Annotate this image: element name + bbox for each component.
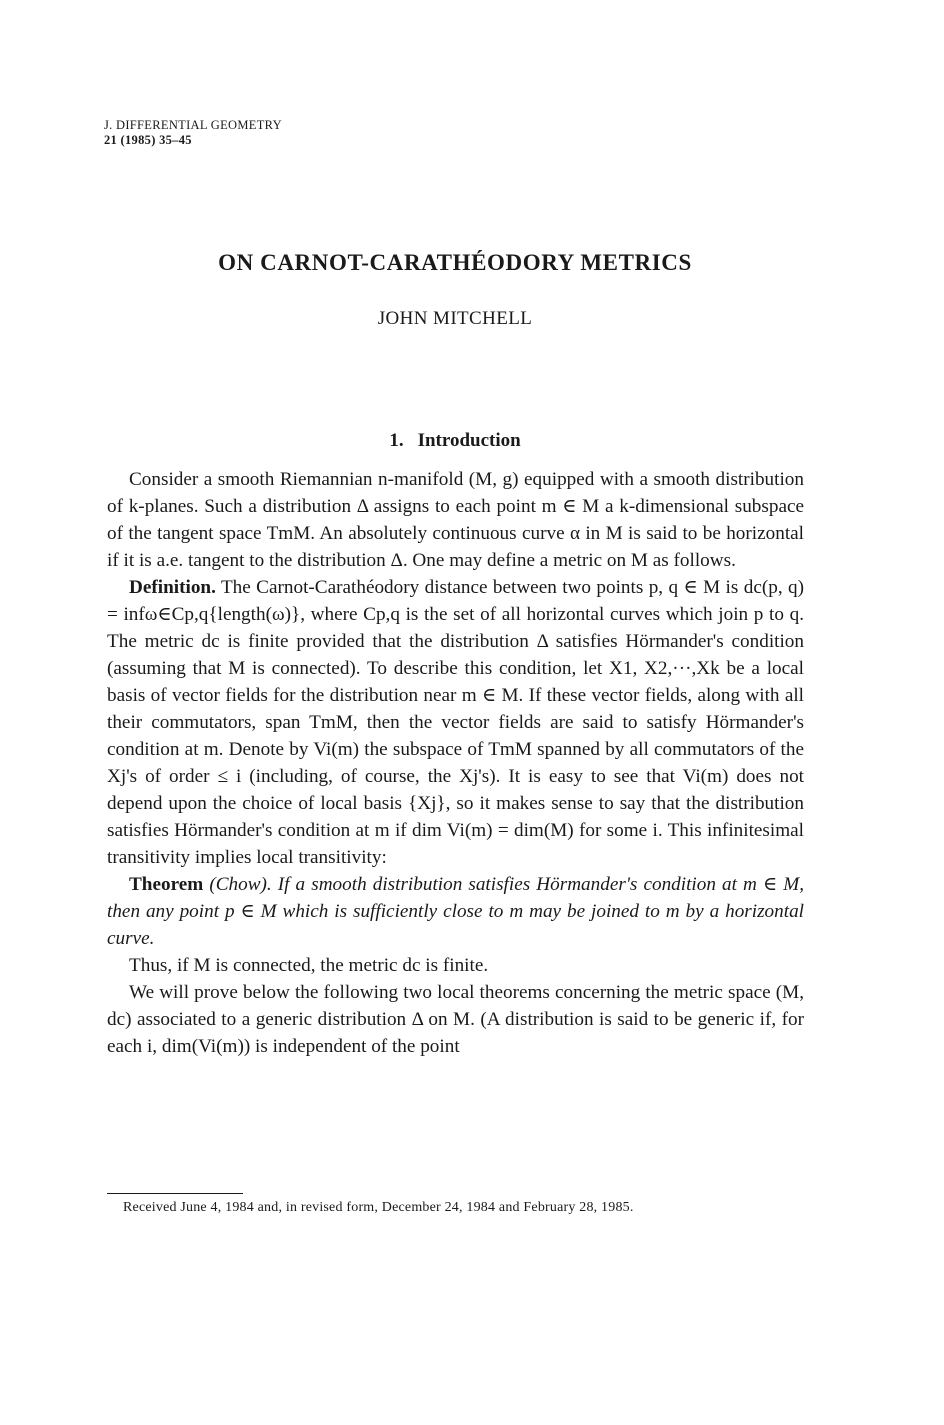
definition-label: Definition. (129, 577, 216, 598)
journal-volume: 21 (1985) 35–45 (104, 133, 192, 147)
journal-header (104, 118, 282, 148)
section-title: Introduction (417, 430, 521, 451)
theorem-name: (Chow). (209, 874, 272, 895)
footnote-rule (107, 1193, 243, 1194)
paragraph-prove: We will prove below the following two local theorems concerning the metric space (M, dc) associated to a generic distribution Δ on M. (A distribution is said to be generic if, for each i, dim(Vi(m)) is independent of the point (107, 982, 804, 1057)
paragraph-theorem (107, 871, 804, 952)
footnote: Received June 4, 1984 and, in revised form, December 24, 1984 and February 28, 1985. (123, 1200, 634, 1215)
journal-name: J. DIFFERENTIAL GEOMETRY (104, 118, 282, 132)
body-text (107, 466, 804, 1060)
paragraph-intro: Consider a smooth Riemannian n-manifold (M, g) equipped with a smooth distribution of k-planes. Such a distribution Δ assigns to each point m ∈ M a k-dimensional subspace of the tangent space TmM. An absolutely continuous curve α in M is said to be horizontal if it is a.e. tangent to the distribution Δ. One may define a metric on M as follows. (107, 469, 804, 571)
paragraph-definition (107, 574, 804, 871)
definition-text: The Carnot-Carathéodory distance between two points p, q ∈ M is dc(p, q) = infω∈Cp,q{length(ω)}, where Cp,q is the set of all horizontal curves which join p to q. The metric dc is finite provided that the distribution Δ satisfies Hörmander's condition (assuming that M is connected). To describe this condition, let X1, X2,···,Xk be a local basis of vector fields for the distribution near m ∈ M. If these vector fields, along with all their commutators, span TmM, then the vector fields are said to satisfy Hörmander's condition at m. Denote by Vi(m) the subspace of TmM spanned by all commutators of the Xj's of order ≤ i (including, of course, the Xj's). It is easy to see that Vi(m) does not depend upon the choice of local basis {Xj}, so it makes sense to say that the distribution satisfies Hörmander's condition at m if dim Vi(m) = dim(M) for some i. This infinitesimal transitivity implies local transitivity: (107, 577, 804, 868)
theorem-statement: If a smooth distribution satisfies Hörmander's condition at m ∈ M, then any point p ∈ M which is sufficiently close to m may be joined to m by a horizontal curve. (107, 874, 805, 949)
section-number: 1. (389, 430, 404, 451)
paragraph-thus: Thus, if M is connected, the metric dc is finite. (129, 955, 489, 976)
author-name: JOHN MITCHELL (377, 308, 533, 329)
theorem-label: Theorem (129, 874, 204, 895)
paper-title: ON CARNOT-CARATHÉODORY METRICS (218, 250, 692, 275)
section-heading (0, 430, 910, 452)
